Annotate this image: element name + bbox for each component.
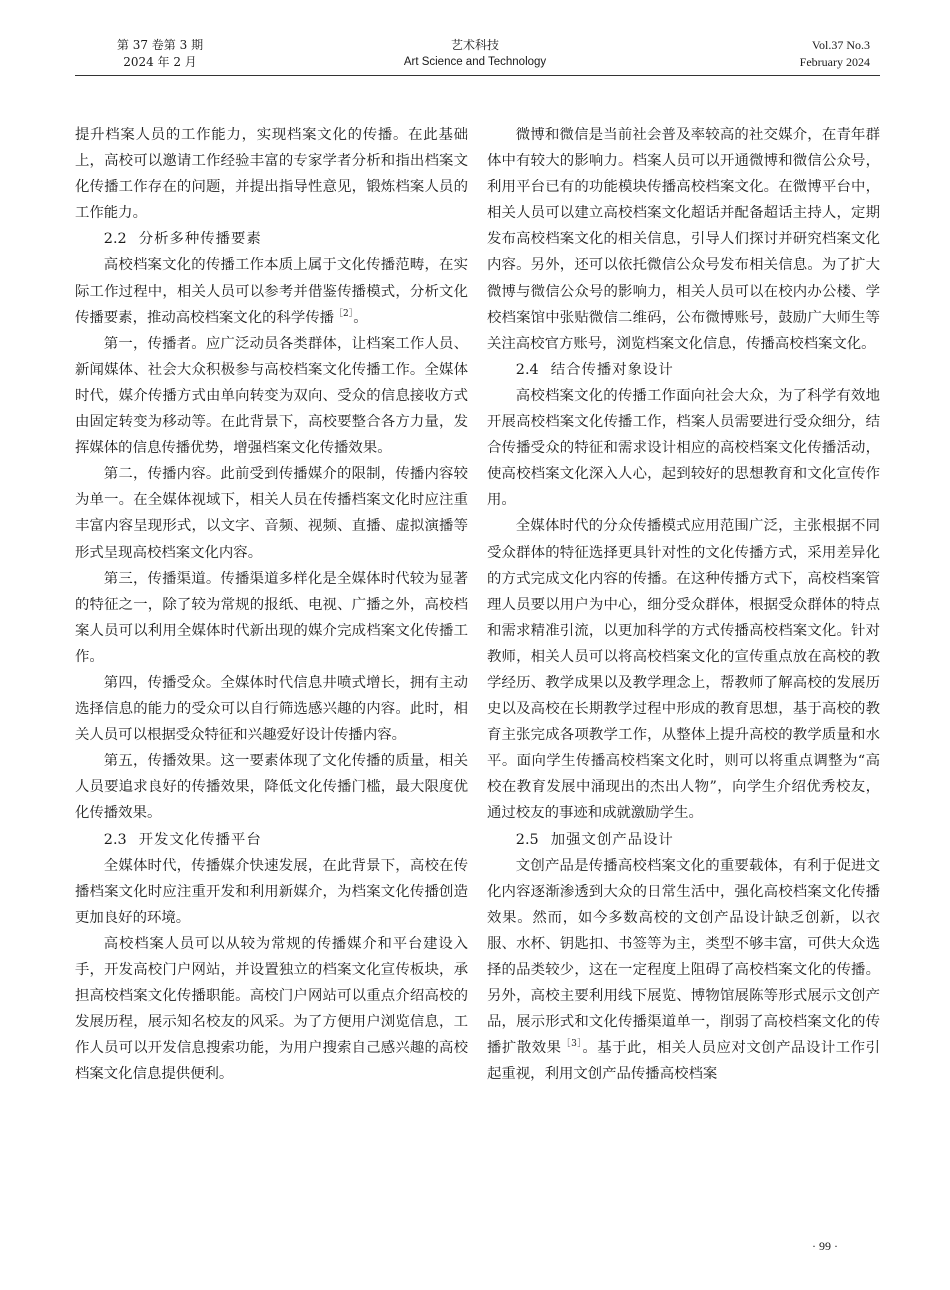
paragraph: [487, 853, 880, 1088]
running-header: [0, 0, 950, 76]
paragraph-end: 。: [353, 309, 368, 326]
paragraph: 第五，传播效果。这一要素体现了文化传播的质量，相关人员要追求良好的传播效果，降低文化传播门槛，最大限度优化传播效果。: [75, 753, 468, 822]
page-number: · 99 ·: [812, 1239, 838, 1253]
left-column: [75, 122, 468, 1087]
journal-title-cn: 艺术科技: [450, 38, 499, 52]
section-number: 2.3: [103, 831, 127, 848]
paragraph-end: 。基于此，相关人员应对文创产品设计工作引起重视，利用文创产品传播高校档案: [487, 1040, 880, 1083]
paragraph: 提升档案人员的工作能力，实现档案文化的传播。在此基础上，高校可以邀请工作经验丰富的专家学者分析和指出档案文化传播工作存在的问题，并提出指导性意见，锻炼档案人员的工作能力。: [75, 127, 468, 222]
section-title: 开发文化传播平台: [138, 831, 262, 848]
section-title: 分析多种传播要素: [138, 231, 262, 248]
header-volume: 第 37 卷第 3 期: [116, 38, 204, 52]
paragraph: 全媒体时代，传播媒介快速发展，在此背景下，高校在传播档案文化时应注重开发和利用新媒介，为档案文化传播创造更加良好的环境。: [75, 857, 468, 926]
citation-ref: ［2］: [334, 308, 354, 319]
paragraph-text: 文创产品是传播高校档案文化的重要载体，有利于促进文化内容逐渐渗透到大众的日常生活中，强化高校档案文化传播效果。然而，如今多数高校的文创产品设计缺乏创新，以衣服、水杯、钥匙扣、书签等为主，类型不够丰富，可供大众选择的品类较少，这在一定程度上阻碍了高校档案文化的传播。另外，高校主要利用线下展览、博物馆展陈等形式展示文创产品，展示形式和文化传播渠道单一，削弱了高校档案文化的传播扩散效果: [487, 857, 880, 1057]
paragraph: 第三，传播渠道。传播渠道多样化是全媒体时代较为显著的特征之一，除了较为常规的报纸、电视、广播之外，高校档案人员可以利用全媒体时代新出现的媒介完成档案文化传播工作。: [75, 570, 468, 665]
section-title: 结合传播对象设计: [550, 361, 674, 378]
section-number: 2.2: [103, 231, 127, 248]
paragraph: 全媒体时代的分众传播模式应用范围广泛，主张根据不同受众群体的特征选择更具针对性的文化传播方式，采用差异化的方式完成文化内容的传播。在这种传播方式下，高校档案管理人员要以用户为中心，细分受众群体，根据受众群体的特点和需求精准引流，以更加科学的方式传播高校档案文化。针对教师，相关人员可以将高校档案文化的宣传重点放在高校的教学经历、教学成果以及教学理念上，帮教师了解高校的发展历史以及高校在长期教学过程中形成的教育思想，基于高校的教育主张完成各项教学工作，从整体上提升高校的教学质量和水平。面向学生传播高校档案文化时，则可以将重点调整为“高校在教育发展中涌现出的杰出人物”，向学生介绍优秀校友，通过校友的事迹和成就激励学生。: [487, 518, 880, 822]
section-number: 2.5: [515, 831, 539, 848]
paragraph: 高校档案人员可以从较为常规的传播媒介和平台建设入手，开发高校门户网站，并设置独立的档案文化宣传板块，承担高校档案文化传播职能。高校门户网站可以重点介绍高校的发展历程，展示知名校友的风采。为了方便用户浏览信息，工作人员可以开发信息搜索功能，为用户搜索自己感兴趣的高校档案文化信息提供便利。: [75, 935, 468, 1083]
header-issue-en: [760, 37, 870, 71]
section-title: 加强文创产品设计: [550, 831, 674, 848]
citation-ref: ［3］: [561, 1039, 583, 1050]
header-date-en: February 2024: [799, 55, 870, 69]
section-heading-2-4: [487, 357, 880, 383]
paragraph: 第二，传播内容。此前受到传播媒介的限制，传播内容较为单一。在全媒体视域下，相关人员在传播档案文化时应注重丰富内容呈现形式，以文字、音频、视频、直播、虚拟演播等形式呈现高校档案文化内容。: [75, 466, 468, 561]
paragraph: 高校档案文化的传播工作面向社会大众，为了科学有效地开展高校档案文化传播工作，档案人员需要进行受众细分，结合传播受众的特征和需求设计相应的高校档案文化传播活动，使高校档案文化深入人心，起到较好的思想教育和文化宣传作用。: [487, 387, 880, 509]
header-volume-en: Vol.37 No.3: [811, 38, 870, 52]
paragraph: 第一，传播者。应广泛动员各类群体，让档案工作人员、新闻媒体、社会大众积极参与高校档案文化传播工作。全媒体时代，媒介传播方式由单向转变为双向、受众的信息接收方式由固定转变为移动等。在此背景下，高校要整合各方力量，发挥媒体的信息传播优势，增强档案文化传播效果。: [75, 335, 468, 457]
paragraph: [75, 252, 468, 330]
section-heading-2-5: [487, 827, 880, 853]
header-journal: [375, 37, 575, 71]
paragraph: 微博和微信是当前社会普及率较高的社交媒介，在青年群体中有较大的影响力。档案人员可以开通微博和微信公众号，利用平台已有的功能模块传播高校档案文化。在微博平台中，相关人员可以建立高校档案文化超话并配备超话主持人，定期发布高校档案文化的相关信息，引导人们探讨并研究档案文化内容。另外，还可以依托微信公众号发布相关信息。为了扩大微博与微信公众号的影响力，相关人员可以在校内办公楼、学校档案馆中张贴微信二维码，公布微博账号，鼓励广大师生等关注高校官方账号，浏览档案文化信息，传播高校档案文化。: [487, 127, 880, 352]
header-date: 2024 年 2 月: [123, 55, 197, 69]
header-rule: [75, 75, 880, 76]
section-number: 2.4: [515, 361, 539, 378]
section-heading-2-3: [75, 827, 468, 853]
journal-title-en: Art Science and Technology: [403, 56, 547, 68]
paragraph-text: 高校档案文化的传播工作本质上属于文化传播范畴，在实际工作过程中，相关人员可以参考并借鉴传播模式，分析文化传播要素，推动高校档案文化的科学传播: [75, 257, 468, 326]
right-column: [487, 122, 880, 1087]
paragraph: 第四，传播受众。全媒体时代信息井喷式增长，拥有主动选择信息的能力的受众可以自行筛选感兴趣的内容。此时，相关人员可以根据受众特征和兴趣爱好设计传播内容。: [75, 674, 468, 744]
header-issue: [112, 37, 208, 71]
section-heading-2-2: [75, 226, 468, 252]
